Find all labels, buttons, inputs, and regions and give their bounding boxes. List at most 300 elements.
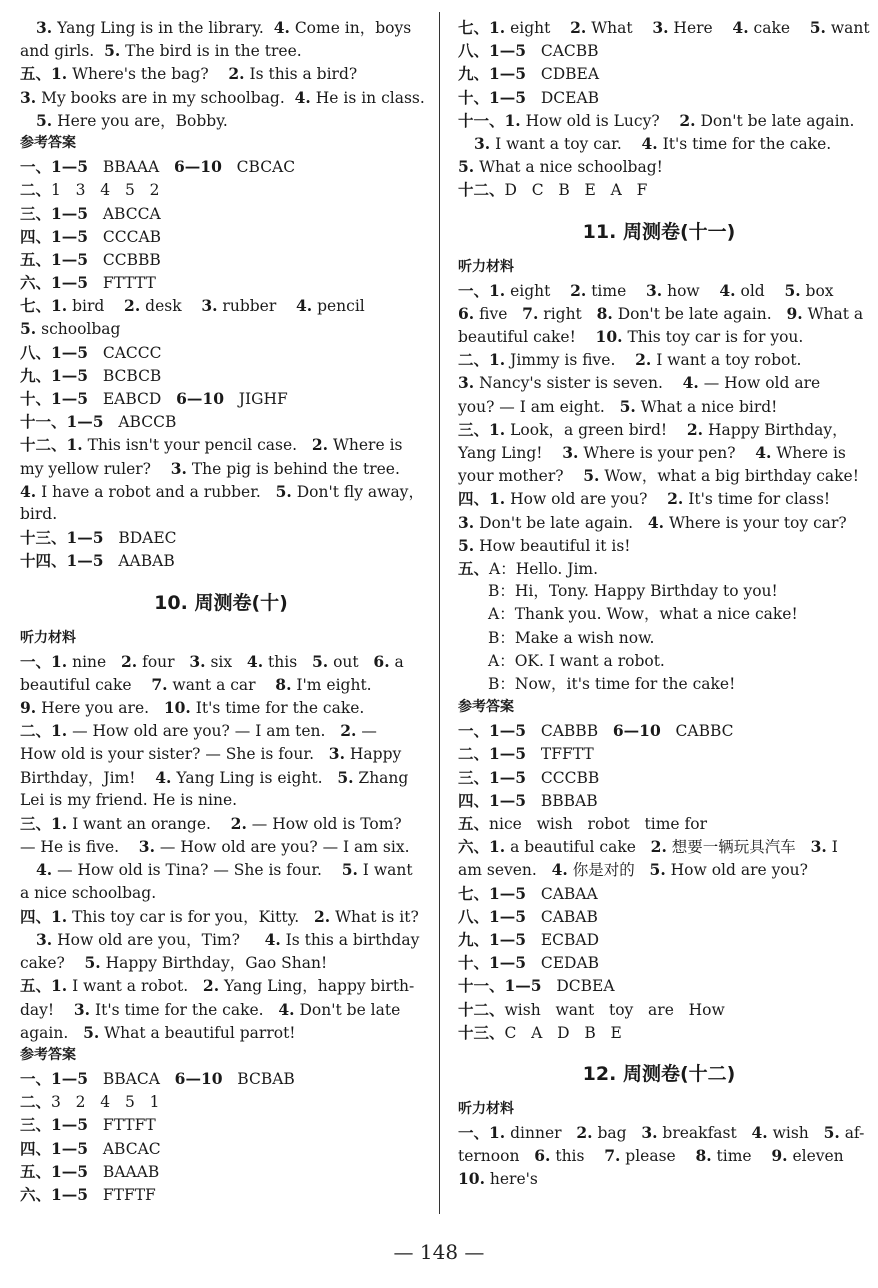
answer-text: It's time for the cake. <box>657 134 832 153</box>
answer-text: CDBEA <box>526 65 600 84</box>
question-number: 3. <box>458 512 475 532</box>
question-number: 十三、 <box>458 1022 505 1042</box>
answer-text: This isn't your pencil case. <box>82 436 312 455</box>
answer-text: 1 3 4 5 2 <box>51 181 160 200</box>
answer-text: a nice schoolbag. <box>20 883 157 902</box>
answer-text: bird <box>67 297 125 316</box>
answer-text: The pig is behind the tree. <box>186 459 400 478</box>
question-number: 4. <box>751 1123 768 1143</box>
answer-text: Here you are. <box>36 699 164 718</box>
question-number: 3. <box>645 280 663 300</box>
question-number: 9. <box>20 698 37 718</box>
answer-line <box>458 974 860 997</box>
answer-text: bird. <box>20 504 58 523</box>
question-number: 2. <box>570 280 587 300</box>
question-number: 4. <box>278 999 295 1019</box>
question-number: 十、1—5 <box>458 953 527 973</box>
answer-line <box>20 905 422 928</box>
answer-text: Yang Ling! <box>458 444 563 462</box>
answer-line <box>20 62 422 85</box>
answer-text: 想要一辆玩具汽车 <box>666 838 811 857</box>
answer-line <box>20 16 422 39</box>
question-number: 3. <box>562 443 579 462</box>
question-number: 5. <box>823 1123 840 1143</box>
answer-line <box>458 1144 860 1167</box>
answer-line <box>458 302 864 325</box>
answer-text: — How old are <box>698 374 821 393</box>
question-number: 十一、1—5 <box>20 412 104 432</box>
answer-text: bag <box>592 1124 642 1143</box>
question-number: 八、1—5 <box>458 906 527 926</box>
answer-text: FTTTT <box>88 274 156 293</box>
answer-text: old <box>735 281 785 300</box>
question-number: 4. <box>36 860 53 880</box>
question-number: 2. <box>228 64 245 84</box>
answer-text: How old are you? <box>505 490 668 509</box>
question-number: 4. <box>295 296 313 316</box>
answer-text: pencil <box>312 297 365 316</box>
question-number: 7. <box>604 1146 621 1166</box>
question-number: 2. <box>314 906 331 926</box>
answer-text: schoolbag <box>36 320 121 339</box>
answer-line <box>20 341 422 364</box>
answer-line <box>20 1137 422 1160</box>
answer-text: AABAB <box>103 552 175 571</box>
answer-line <box>20 858 422 881</box>
answer-line <box>458 766 860 789</box>
answer-text: I'm eight. <box>291 675 372 694</box>
answer-text: CABAA <box>526 884 598 903</box>
answer-line <box>458 86 860 109</box>
question-number: 六、1—5 <box>20 1185 89 1204</box>
answer-text: BAAAB <box>88 1162 160 1181</box>
question-number: 2. <box>686 419 704 439</box>
answer-line <box>20 812 422 835</box>
answer-text: ABCCA <box>88 204 161 223</box>
question-number: 7. <box>522 303 539 323</box>
section-title: 11. 周测卷(十一) <box>582 220 736 243</box>
question-number: 4. <box>755 443 772 462</box>
question-number: 10. <box>595 327 623 347</box>
question-number: 6. <box>373 651 390 671</box>
question-number: 5. <box>20 319 37 339</box>
answer-line <box>20 742 422 765</box>
answer-text: A：Hello. Jim. <box>489 559 599 578</box>
answer-line <box>20 696 422 719</box>
question-number: 4. <box>20 481 37 501</box>
answer-text: He is in class. <box>310 88 425 107</box>
question-number: 5. <box>784 280 801 300</box>
answer-text: am seven. <box>458 861 552 880</box>
answer-line <box>20 1090 422 1113</box>
answer-line <box>458 16 870 39</box>
left-column <box>20 16 425 1206</box>
question-number: 8. <box>275 674 292 694</box>
question-number: 2. <box>635 350 652 370</box>
answer-text: Jimmy is five. <box>505 351 636 370</box>
answer-line <box>20 480 422 503</box>
question-number: 十、1—5 <box>458 87 527 107</box>
question-number: 4. <box>732 18 749 37</box>
question-number: 一、1—5 <box>20 157 89 177</box>
answer-text: ECBAD <box>526 930 600 949</box>
answer-text: — <box>356 722 377 741</box>
answer-text: EABCD <box>88 390 177 408</box>
answer-text: six <box>205 652 247 671</box>
answer-line <box>458 325 860 348</box>
answer-line <box>20 503 422 526</box>
answer-text: Don't be late again. <box>695 111 855 130</box>
answer-line <box>20 526 422 549</box>
answer-text: Don't be late <box>294 1000 401 1019</box>
answer-text: — How old are you? — I am six. <box>154 838 410 857</box>
question-number: 5. <box>337 767 354 787</box>
answer-text: beautiful cake! <box>458 328 596 347</box>
question-number: 3. <box>36 929 53 949</box>
question-number: 四、1—5 <box>20 226 89 246</box>
answer-line <box>20 1113 422 1136</box>
answer-text: Is this a bird? <box>244 65 358 84</box>
answer-text: Here <box>668 19 733 37</box>
answer-line <box>20 974 422 997</box>
answer-text: I want a toy robot. <box>651 351 802 370</box>
question-number: 10. <box>163 698 191 718</box>
answer-line <box>458 1167 860 1190</box>
answer-text: Where is <box>328 436 403 455</box>
answer-text: time <box>711 1147 772 1166</box>
answer-text: CABAB <box>526 907 598 926</box>
question-number: 2. <box>679 110 696 130</box>
question-number: 4. <box>719 280 736 300</box>
answer-text: please <box>620 1147 696 1166</box>
answer-text: How old are you，Tim? <box>52 930 265 949</box>
answer-line <box>20 549 422 572</box>
answer-text: DCEAB <box>526 88 600 107</box>
answer-line <box>458 951 860 974</box>
answer-line <box>458 627 860 650</box>
question-number: 2. <box>124 296 141 316</box>
answer-text: C A D B E <box>504 1023 622 1042</box>
question-number: 四、1. <box>458 489 506 509</box>
question-number: 三、1—5 <box>458 767 527 787</box>
answer-line <box>458 789 860 812</box>
question-number: 3. <box>138 837 155 857</box>
answer-text: How old is Lucy? <box>520 111 680 130</box>
answer-text: desk <box>140 297 202 316</box>
answer-line <box>20 225 422 248</box>
question-number: 二、1. <box>20 721 68 741</box>
answer-line <box>458 1021 860 1044</box>
question-number: 8. <box>695 1146 712 1166</box>
answer-line <box>458 882 860 905</box>
answer-text: Don't fly away， <box>291 482 424 501</box>
answer-text: Look，a green bird! <box>505 420 687 439</box>
answer-text: Here you are，Bobby. <box>52 111 228 130</box>
answer-text: Yang Ling，happy birth- <box>219 977 415 996</box>
answer-line <box>458 511 860 534</box>
question-number: 六、1. <box>458 837 506 857</box>
question-number: 4. <box>246 651 264 671</box>
answer-text: What <box>586 19 653 37</box>
answer-text: eight <box>505 19 571 37</box>
answer-text: — He is five. <box>20 838 139 857</box>
answer-text: ABCAC <box>88 1139 161 1158</box>
answer-text: Yang Ling is eight. <box>171 768 338 787</box>
answer-text: again. <box>20 1023 84 1042</box>
question-number: 3. <box>73 999 91 1019</box>
question-number: 九、1—5 <box>458 64 527 84</box>
answer-text: this <box>263 652 312 671</box>
answer-text: B：Make a wish now. <box>488 628 655 647</box>
answer-line <box>20 294 422 317</box>
question-number: 二、 <box>20 1092 52 1112</box>
answer-line <box>458 132 860 155</box>
answer-text: nine <box>67 652 121 671</box>
answer-line <box>458 673 860 696</box>
answer-text: here's <box>484 1170 538 1189</box>
section-heading: 参考答案 <box>20 1046 76 1063</box>
answer-line <box>458 109 860 132</box>
answer-text: Where is your toy car? <box>664 513 847 532</box>
answer-text: CCBBB <box>88 250 161 269</box>
answer-text: dinner <box>505 1124 577 1143</box>
answer-line <box>458 928 860 951</box>
answer-line <box>20 410 422 433</box>
question-number: 九、1—5 <box>458 929 527 949</box>
answer-line <box>458 39 860 62</box>
answer-text: It's time for the cake. <box>190 699 365 718</box>
question-number: 十一、1. <box>458 110 521 130</box>
question-number: 2. <box>570 18 587 37</box>
question-number: 五、 <box>458 558 490 578</box>
question-number: 七、1—5 <box>458 883 527 903</box>
answer-text: FTTFT <box>88 1116 156 1135</box>
question-number: 2. <box>121 651 138 671</box>
answer-text: The bird is in the tree. <box>120 42 302 61</box>
answer-line <box>458 650 860 673</box>
column-divider <box>439 12 440 1214</box>
question-number: 五、 <box>458 814 490 833</box>
question-number: 9. <box>771 1146 788 1166</box>
question-number: 2. <box>340 721 357 741</box>
question-number: 十四、1—5 <box>20 551 104 571</box>
question-number: 4. <box>155 767 172 787</box>
question-number: 3. <box>474 133 491 153</box>
question-number: 6. <box>458 303 475 323</box>
answer-line <box>20 457 422 480</box>
answer-text: cake? <box>20 954 85 973</box>
answer-text: — How old are you? — I am ten. <box>67 722 341 741</box>
question-number: 七、1. <box>20 296 68 316</box>
answer-text: 3 2 4 5 1 <box>51 1093 160 1112</box>
answer-text: D C B E A F <box>504 181 648 200</box>
answer-text: beautiful cake <box>20 675 152 694</box>
answer-line <box>458 742 860 765</box>
answer-line <box>20 248 422 271</box>
answer-line <box>20 39 422 62</box>
answer-text: rubber <box>217 297 296 316</box>
question-number: 2. <box>576 1123 593 1143</box>
question-number: 5. <box>36 110 53 130</box>
question-number: 2. <box>202 976 220 996</box>
answer-text: Yang Ling is in the library. <box>52 19 274 37</box>
answer-text: I want a robot. <box>67 977 203 996</box>
answer-line <box>458 557 860 580</box>
answer-line <box>20 650 422 673</box>
question-number: 四、1—5 <box>458 790 527 810</box>
question-number: 3. <box>458 373 475 393</box>
question-number: 5. <box>809 18 826 37</box>
question-number: 五、1. <box>20 64 68 84</box>
question-number: 10. <box>458 1169 485 1189</box>
answer-text: This toy car is for you，Kitty. <box>67 907 314 926</box>
question-number: 4. <box>273 18 290 37</box>
answer-line <box>20 178 422 201</box>
answer-line <box>20 364 422 387</box>
answer-line <box>458 279 860 302</box>
section-title: 10. 周测卷(十) <box>154 591 288 614</box>
answer-text: What a <box>802 304 864 323</box>
answer-text: I want a toy car. <box>490 134 642 153</box>
answer-line <box>20 673 422 696</box>
question-number: 9. <box>786 303 803 323</box>
answer-text: How old is your sister? — She is four. <box>20 745 329 764</box>
question-number: 4. <box>647 512 665 532</box>
answer-line <box>458 395 860 418</box>
question-number: 十三、1—5 <box>20 528 104 548</box>
section-heading: 听力材料 <box>20 629 76 646</box>
page-number: — 148 — <box>393 1240 485 1264</box>
answer-text: breakfast <box>657 1124 752 1143</box>
question-number: 8. <box>596 303 613 323</box>
answer-text: How beautiful it is! <box>474 536 631 555</box>
answer-text: day! <box>20 1000 74 1019</box>
question-number: 5. <box>649 860 666 880</box>
answer-text: I want an orange. <box>67 815 231 833</box>
section-heading: 听力材料 <box>458 1100 514 1117</box>
answer-text: how <box>662 281 720 300</box>
question-number: 三、1. <box>458 419 506 439</box>
answer-text: four <box>137 652 190 671</box>
answer-line <box>20 789 422 812</box>
answer-line <box>20 433 422 456</box>
answer-text: B：Hi，Tony. Happy Birthday to you! <box>488 582 778 601</box>
answer-text: CABBC <box>660 722 734 741</box>
answer-line <box>458 487 860 510</box>
question-number: 4. <box>551 860 568 880</box>
section-title: 12. 周测卷(十二) <box>582 1062 736 1085</box>
answer-text: ternoon <box>458 1147 535 1166</box>
answer-text: right <box>538 304 597 323</box>
answer-text: What is it? <box>330 907 419 926</box>
question-number: 三、1—5 <box>20 203 89 223</box>
answer-text: box <box>800 281 834 300</box>
question-number: 十二、1. <box>20 435 83 455</box>
question-number: 3. <box>20 87 37 107</box>
question-number: 5. <box>83 1022 100 1042</box>
answer-text: time <box>586 281 646 300</box>
answer-line <box>458 155 860 178</box>
answer-line <box>458 603 860 626</box>
answer-text: Happy <box>344 745 402 764</box>
answer-text: I <box>826 838 838 857</box>
answer-text: BCBAB <box>222 1070 295 1089</box>
question-number: 三、1. <box>20 814 68 833</box>
answer-line <box>20 1160 422 1183</box>
answer-text: A：Thank you. Wow，what a nice cake! <box>488 605 798 624</box>
question-number: 七、1. <box>458 18 506 37</box>
answer-text: five <box>474 304 523 323</box>
answer-line <box>20 387 422 410</box>
question-number: 一、1. <box>20 651 68 671</box>
answer-text: this <box>550 1147 605 1166</box>
answer-line <box>458 719 860 742</box>
answer-text: Birthday，Jim! <box>20 768 156 787</box>
answer-line <box>20 86 425 109</box>
answer-text: a <box>389 652 404 671</box>
answer-text: out <box>328 652 374 671</box>
question-number: 二、 <box>20 180 52 200</box>
answer-text: CACCC <box>88 343 162 362</box>
answer-line <box>20 998 422 1021</box>
question-number: 5. <box>583 466 600 486</box>
answer-text: CBCAC <box>221 158 296 177</box>
answer-line <box>458 441 860 464</box>
section-heading: 参考答案 <box>458 699 514 716</box>
answer-line <box>20 202 422 225</box>
answer-text: CACBB <box>526 42 599 61</box>
question-number: 5. <box>341 860 358 880</box>
question-number: 九、1—5 <box>20 365 89 385</box>
answer-line <box>458 371 860 394</box>
answer-text: CEDAB <box>526 954 600 973</box>
answer-text: af- <box>839 1124 865 1143</box>
answer-text: nice wish robot time for <box>489 815 707 833</box>
answer-line <box>20 1021 422 1044</box>
answer-text: Zhang <box>353 768 409 787</box>
answer-text: What a nice bird! <box>635 397 778 416</box>
answer-line <box>20 882 422 905</box>
answer-text: cake <box>748 19 810 37</box>
answer-line <box>20 719 422 742</box>
question-number: 5. <box>311 651 329 671</box>
section-heading: 听力材料 <box>458 258 514 275</box>
answer-text: A：OK. I want a robot. <box>488 651 665 670</box>
answer-line <box>458 1121 865 1144</box>
answer-line <box>458 580 860 603</box>
question-number: 一、1. <box>458 1123 506 1143</box>
question-number: 4. <box>264 929 281 949</box>
question-number: 4. <box>641 133 658 153</box>
answer-text: I have a robot and a rubber. <box>36 482 276 501</box>
question-number: 二、1. <box>458 350 506 370</box>
answer-text: you? — I am eight. <box>458 397 620 416</box>
answer-text: 你是对的 <box>567 861 650 880</box>
answer-line <box>458 812 860 835</box>
question-number: 十、1—5 <box>20 389 89 408</box>
answer-text: It's time for class! <box>683 490 831 509</box>
answer-text: It's time for the cake. <box>90 1000 279 1019</box>
question-number: 一、1—5 <box>20 1069 89 1089</box>
answer-text: DCBEA <box>541 977 615 996</box>
answer-text: Don't be late again. <box>474 513 648 532</box>
answer-text: Don't be late again. <box>612 304 787 323</box>
answer-text: want <box>825 19 870 37</box>
answer-line <box>458 62 860 85</box>
answer-text: ABCCB <box>103 413 177 432</box>
question-number: 2. <box>311 435 329 455</box>
answer-text: BCBCB <box>88 366 162 385</box>
